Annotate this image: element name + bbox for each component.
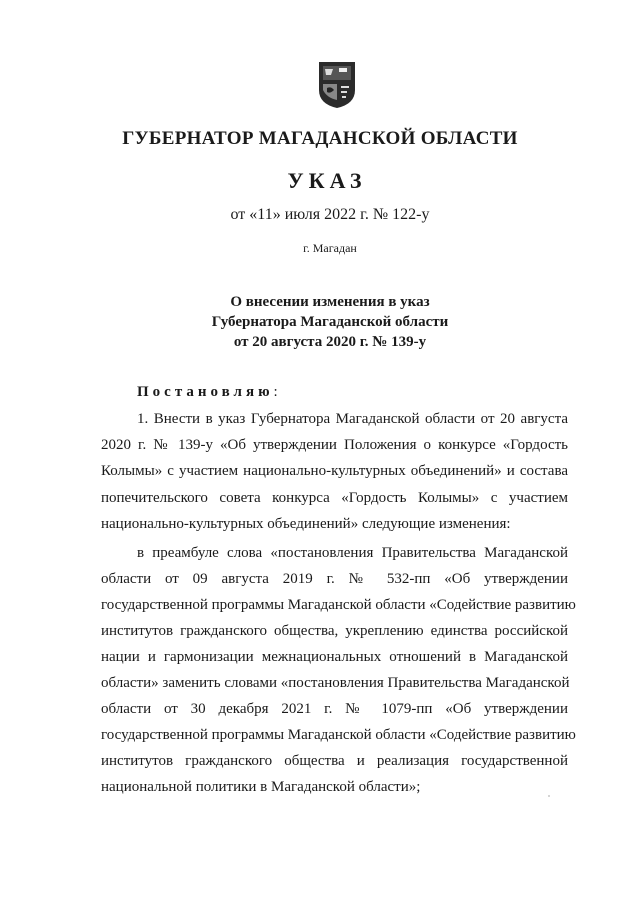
scan-speck bbox=[548, 795, 550, 797]
body-line: 1. Внести в указ Губернатора Магаданской области от 20 августа bbox=[137, 411, 568, 427]
body-line: попечительского совета конкурса «Гордость Колымы» с участием bbox=[101, 490, 568, 506]
subject-line: О внесении изменения в указ bbox=[230, 294, 430, 310]
body-line: институтов гражданского общества и реализация государственной bbox=[101, 753, 568, 769]
body-line: национальной политики в Магаданской области»; bbox=[101, 779, 421, 795]
resolve-heading bbox=[137, 384, 278, 401]
issue-city: г. Магадан bbox=[303, 241, 357, 255]
body-line: нации и гармонизации межнациональных отношений в Магаданской bbox=[101, 649, 568, 665]
resolve-word: Постановляю bbox=[137, 384, 274, 400]
body-line: Колымы» с участием национально-культурных объединений» и состава bbox=[101, 463, 568, 479]
resolve-colon: : bbox=[273, 384, 278, 400]
body-line: национально-культурных объединений» следующие изменения: bbox=[101, 516, 511, 532]
body-line: государственной программы Магаданской области «Содействие развитию bbox=[101, 727, 576, 743]
subject-line: Губернатора Магаданской области bbox=[211, 314, 449, 330]
date-and-number: от «11» июля 2022 г. № 122-у bbox=[230, 206, 430, 223]
body-line: государственной программы Магаданской области «Содействие развитию bbox=[101, 597, 576, 613]
body-line: области» заменить словами «постановления Правительства Магаданской bbox=[101, 675, 570, 691]
body-line: институтов гражданского общества, укреплению единства российской bbox=[101, 623, 568, 639]
body-line: в преамбуле слова «постановления Правительства Магаданской bbox=[137, 545, 568, 561]
document-type: УКАЗ bbox=[287, 168, 367, 193]
document-subject bbox=[0, 292, 640, 352]
subject-line: от 20 августа 2020 г. № 139-у bbox=[233, 334, 427, 350]
body-line: области от 30 декабря 2021 г. № 1079-пп «Об утверждении bbox=[101, 701, 568, 717]
body-line: области от 09 августа 2019 г. № 532-пп «Об утверждении bbox=[101, 571, 568, 587]
body-line: 2020 г. № 139-у «Об утверждении Положения о конкурсе «Гордость bbox=[101, 437, 568, 453]
issuer-title: ГУБЕРНАТОР МАГАДАНСКОЙ ОБЛАСТИ bbox=[122, 128, 518, 149]
coat-of-arms-icon bbox=[317, 60, 357, 110]
